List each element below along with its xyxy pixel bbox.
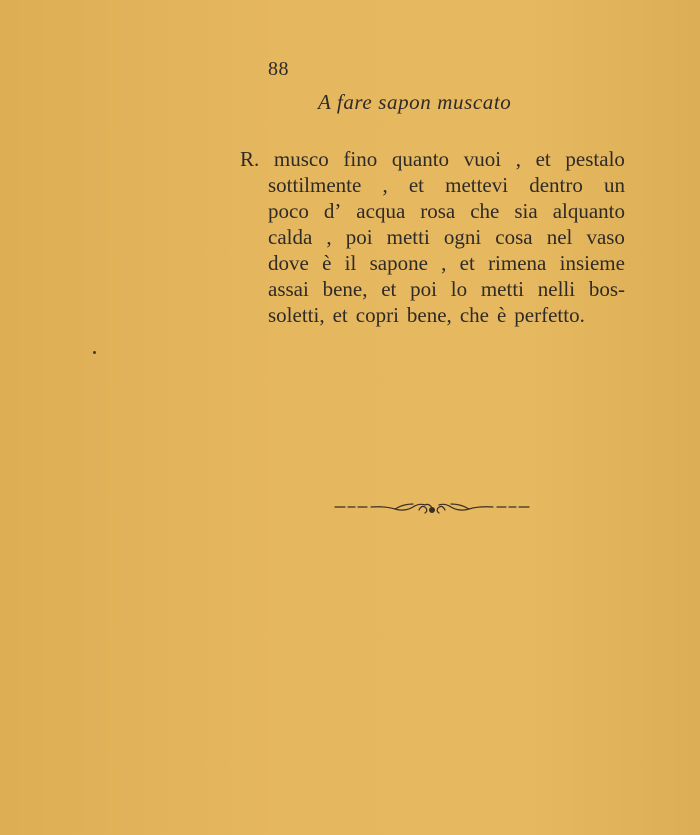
word: nel xyxy=(546,225,573,249)
word: bos- xyxy=(588,277,625,301)
word: d’ xyxy=(323,199,342,223)
text-line xyxy=(240,302,625,328)
word: nelli xyxy=(537,277,576,301)
text-line xyxy=(240,276,625,302)
text-line xyxy=(240,198,625,224)
word: bene, xyxy=(322,277,368,301)
word: metti xyxy=(386,225,430,249)
word: rimena xyxy=(488,251,547,275)
word: , xyxy=(515,147,521,171)
word: che xyxy=(470,199,500,223)
word: fino xyxy=(343,147,378,171)
text-line xyxy=(240,250,625,276)
word: sottilmente xyxy=(268,173,362,197)
word: et xyxy=(535,147,551,171)
word: , xyxy=(441,251,447,275)
text-line xyxy=(240,146,625,172)
word: , xyxy=(382,173,388,197)
recipe-body xyxy=(240,146,625,328)
word: soletti, xyxy=(268,303,325,327)
recipe-title: A fare sapon muscato xyxy=(318,90,512,114)
word: vaso xyxy=(586,225,625,249)
word: dove xyxy=(268,251,309,275)
word: et xyxy=(459,251,475,275)
word: perfetto. xyxy=(514,303,585,327)
word: che xyxy=(459,303,489,327)
word: musco xyxy=(273,147,329,171)
word: è xyxy=(496,303,507,327)
word: calda xyxy=(268,225,313,249)
word: assai xyxy=(268,277,309,301)
word: cosa xyxy=(495,225,533,249)
page-number: 88 xyxy=(268,58,289,80)
word: et xyxy=(381,277,397,301)
text-line xyxy=(240,224,625,250)
word: ogni xyxy=(443,225,482,249)
word: poco xyxy=(268,199,309,223)
word: rosa xyxy=(420,199,456,223)
word: et xyxy=(408,173,424,197)
text-line xyxy=(240,172,625,198)
word: quanto xyxy=(391,147,450,171)
word: poi xyxy=(345,225,373,249)
word: metti xyxy=(480,277,524,301)
word: è xyxy=(322,251,332,275)
word: lo xyxy=(450,277,468,301)
word: sia xyxy=(514,199,538,223)
word: , xyxy=(326,225,332,249)
tailpiece-ornament-icon xyxy=(333,496,531,518)
word: copri xyxy=(355,303,399,327)
ink-speck xyxy=(93,351,96,354)
word: alquanto xyxy=(552,199,625,223)
word: poi xyxy=(410,277,437,301)
word: pestalo xyxy=(565,147,625,171)
word: acqua xyxy=(356,199,406,223)
word: sapone xyxy=(369,251,428,275)
word: insieme xyxy=(559,251,625,275)
word: vuoi xyxy=(463,147,502,171)
word: mettevi xyxy=(445,173,509,197)
word: un xyxy=(604,173,625,197)
word: et xyxy=(332,303,348,327)
word: dentro xyxy=(529,173,583,197)
word: il xyxy=(344,251,357,275)
word: R. xyxy=(240,147,260,171)
word: bene, xyxy=(406,303,452,327)
